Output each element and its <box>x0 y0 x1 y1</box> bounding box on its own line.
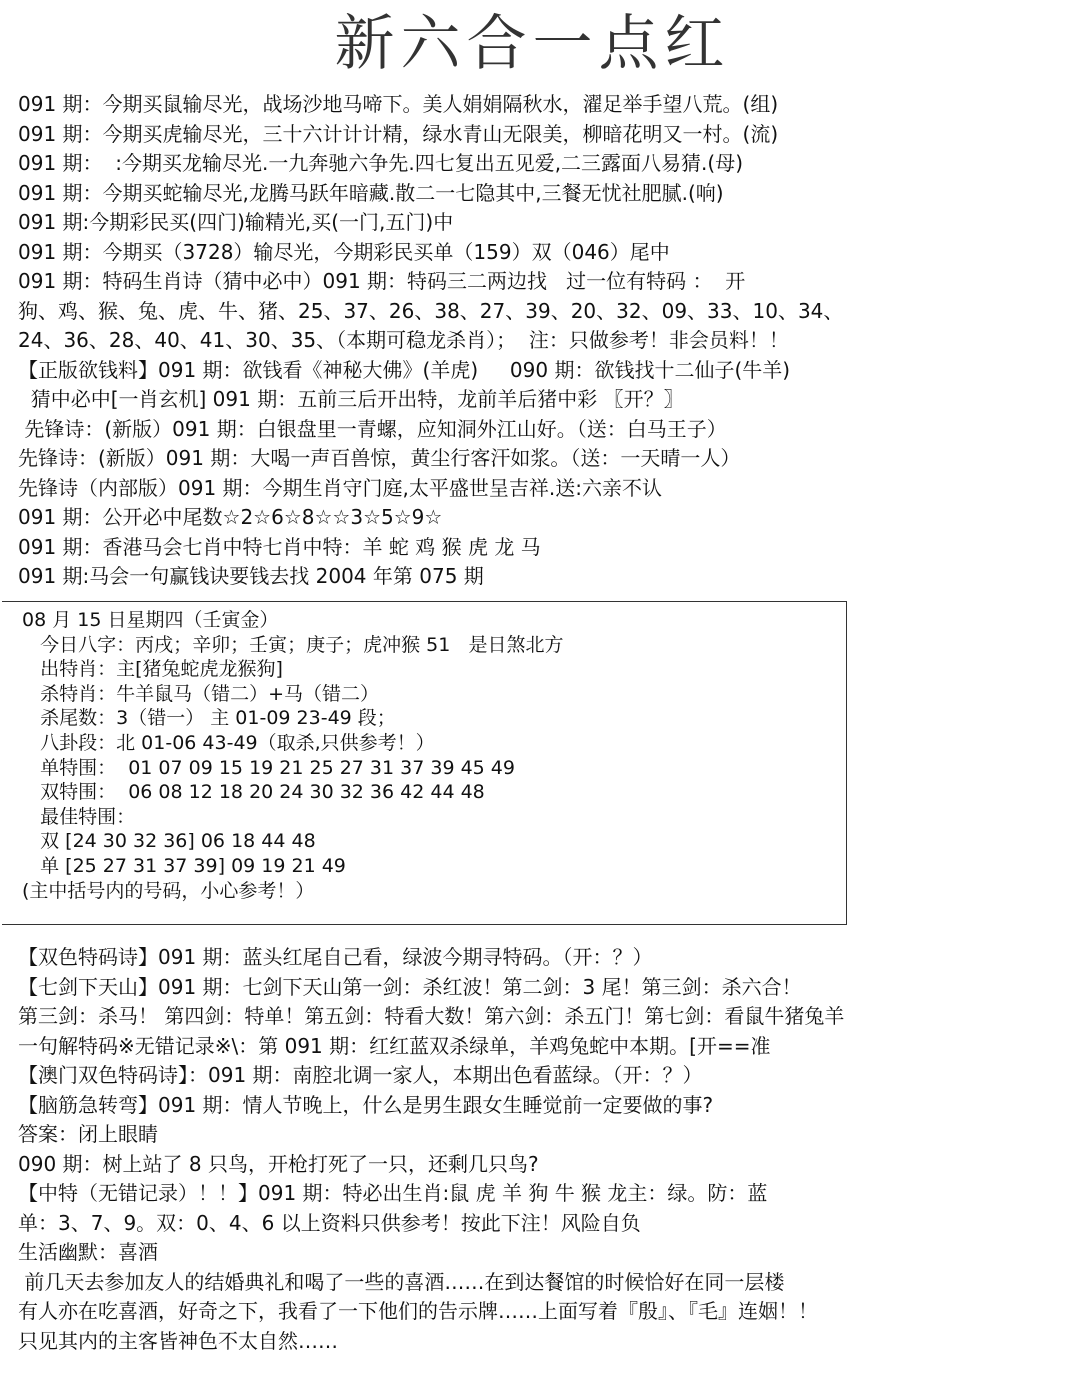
text-line: 一句解特码※无错记录※\：第 091 期：红红蓝双杀绿单，羊鸡兔蛇中本期。[开==准 <box>18 1033 771 1058</box>
text-line: 猜中必中[一肖玄机] 091 期：五前三后开出特，龙前羊后猪中彩 〖开？〗 <box>18 387 684 411</box>
text-line: 先锋诗（内部版）091 期：今期生肖守门庭,太平盛世呈吉祥.送:六亲不认 <box>18 475 662 500</box>
box-line: 单 [25 27 31 37 39] 09 19 21 49 <box>22 854 346 877</box>
daily-info-box <box>2 601 847 925</box>
text-line: 091 期：今期买虎输尽光，三十六计计计精，绿水青山无限美，柳暗花明又一村。(流) <box>18 121 779 146</box>
box-line: 08 月 15 日星期四（壬寅金） <box>22 609 279 631</box>
text-line: 前几天去参加友人的结婚典礼和喝了一些的喜酒……在到达餐馆的时候恰好在同一层楼 <box>18 1269 785 1294</box>
text-line: 【正版欲钱料】091 期：欲钱看《神秘大佛》(羊虎) 090 期：欲钱找十二仙子(牛羊) <box>18 357 791 382</box>
box-line: 八卦段：北 01-06 43-49（取杀,只供参考！） <box>22 731 435 754</box>
text-line: 先锋诗：(新版）091 期：白银盘里一青螺，应知洞外江山好。（送：白马王子） <box>18 416 727 441</box>
text-line: 091 期：公开必中尾数☆2☆6☆8☆☆3☆5☆9☆ <box>18 505 443 529</box>
text-line: 狗、鸡、猴、兔、虎、牛、猪、25、37、26、38、27、39、20、32、09、33、10、34、 <box>18 298 844 323</box>
text-line: 091 期:马会一句赢钱诀要钱去找 2004 年第 075 期 <box>18 564 484 588</box>
text-line: 091 期：今期买（3728）输尽光，今期彩民买单（159）双（046）尾中 <box>18 239 670 264</box>
text-line: 有人亦在吃喜酒，好奇之下，我看了一下他们的告示牌……上面写着『殷』、『毛』连姻！！ <box>18 1299 818 1323</box>
text-line: 091 期:今期彩民买(四门)输精光,买(一门,五门)中 <box>18 210 454 234</box>
text-line: 【澳门双色特码诗】：091 期：南腔北调一家人，本期出色看蓝绿。（开：？） <box>18 1063 703 1087</box>
text-line: 单：3、7、9。双：0、4、6 以上资料只供参考！按此下注！风险自负 <box>18 1210 641 1235</box>
box-line: 单特围： 01 07 09 15 19 21 25 27 31 37 39 45 49 <box>22 756 515 779</box>
box-line: 杀特肖：牛羊鼠马（错二）+马（错二） <box>22 682 380 705</box>
text-line: 先锋诗：(新版）091 期：大喝一声百兽惊，黄尘行客汗如浆。（送：一天晴一人） <box>18 446 741 470</box>
text-line: 091 期： :今期买龙输尽光.一九奔驰六争先.四七复出五见爱,二三露面八易猜.(母) <box>18 151 744 175</box>
box-line: 双特围： 06 08 12 18 20 24 30 32 36 42 44 48 <box>22 781 485 804</box>
poems-and-jokes-section <box>18 943 1058 1356</box>
text-line: 答案：闭上眼睛 <box>18 1122 158 1146</box>
text-line: 24、36、28、40、41、30、35、（本期可稳龙杀肖）； 注：只做参考！非会员料！！ <box>18 328 789 352</box>
text-line: 第三剑：杀马！ 第四剑：特单！第五剑：特看大数！第六剑：杀五门！第七剑：看鼠牛猪兔羊 <box>18 1004 845 1028</box>
prediction-list-section <box>18 90 1058 592</box>
text-line: 091 期：香港马会七肖中特七肖中特：羊 蛇 鸡 猴 虎 龙 马 <box>18 534 541 559</box>
box-line: 双 [24 30 32 36] 06 18 44 48 <box>22 830 316 853</box>
box-line: 今日八字：丙戌；辛卯；壬寅；庚子；虎冲猴 51 是日煞北方 <box>22 633 564 656</box>
text-line: 【七剑下天山】091 期：七剑下天山第一剑：杀红波！第二剑：3 尾！第三剑：杀六合！ <box>18 974 802 999</box>
box-line: 杀尾数：3（错一） 主 01-09 23-49 段； <box>22 707 396 730</box>
text-line: 091 期：特码生肖诗（猜中必中）091 期：特码三二两边找 过一位有特码 ： 开 <box>18 269 746 293</box>
text-line: 【脑筋急转弯】091 期：情人节晚上，什么是男生跟女生睡觉前一定要做的事? <box>18 1092 714 1117</box>
text-line: 091 期：今期买鼠输尽光，战场沙地马啼下。美人娟娟隔秋水，濯足举手望八荒。(组) <box>18 92 779 116</box>
text-line: 只见其内的主客皆神色不太自然…… <box>18 1328 338 1353</box>
text-line: 生活幽默：喜酒 <box>18 1240 158 1264</box>
text-line: 090 期：树上站了 8 只鸟，开枪打死了一只，还剩几只鸟? <box>18 1151 539 1176</box>
text-line: 【双色特码诗】091 期：蓝头红尾自己看，绿波今期寻特码。（开：？） <box>18 945 653 969</box>
box-line: (主中括号内的号码，小心参考！） <box>22 879 315 902</box>
text-line: 091 期：今期买蛇输尽光,龙腾马跃年暗藏.散二一七隐其中,三餐无忧社肥腻.(响) <box>18 180 724 205</box>
box-line: 出特肖：主[猪兔蛇虎龙猴狗] <box>22 658 283 681</box>
page-title: 新六合一点红 <box>334 9 731 79</box>
text-line: 【中特（无错记录）！！】091 期：特必出生肖:鼠 虎 羊 狗 牛 猴 龙主：绿。防：蓝 <box>18 1181 768 1205</box>
box-line: 最佳特围： <box>22 805 136 828</box>
